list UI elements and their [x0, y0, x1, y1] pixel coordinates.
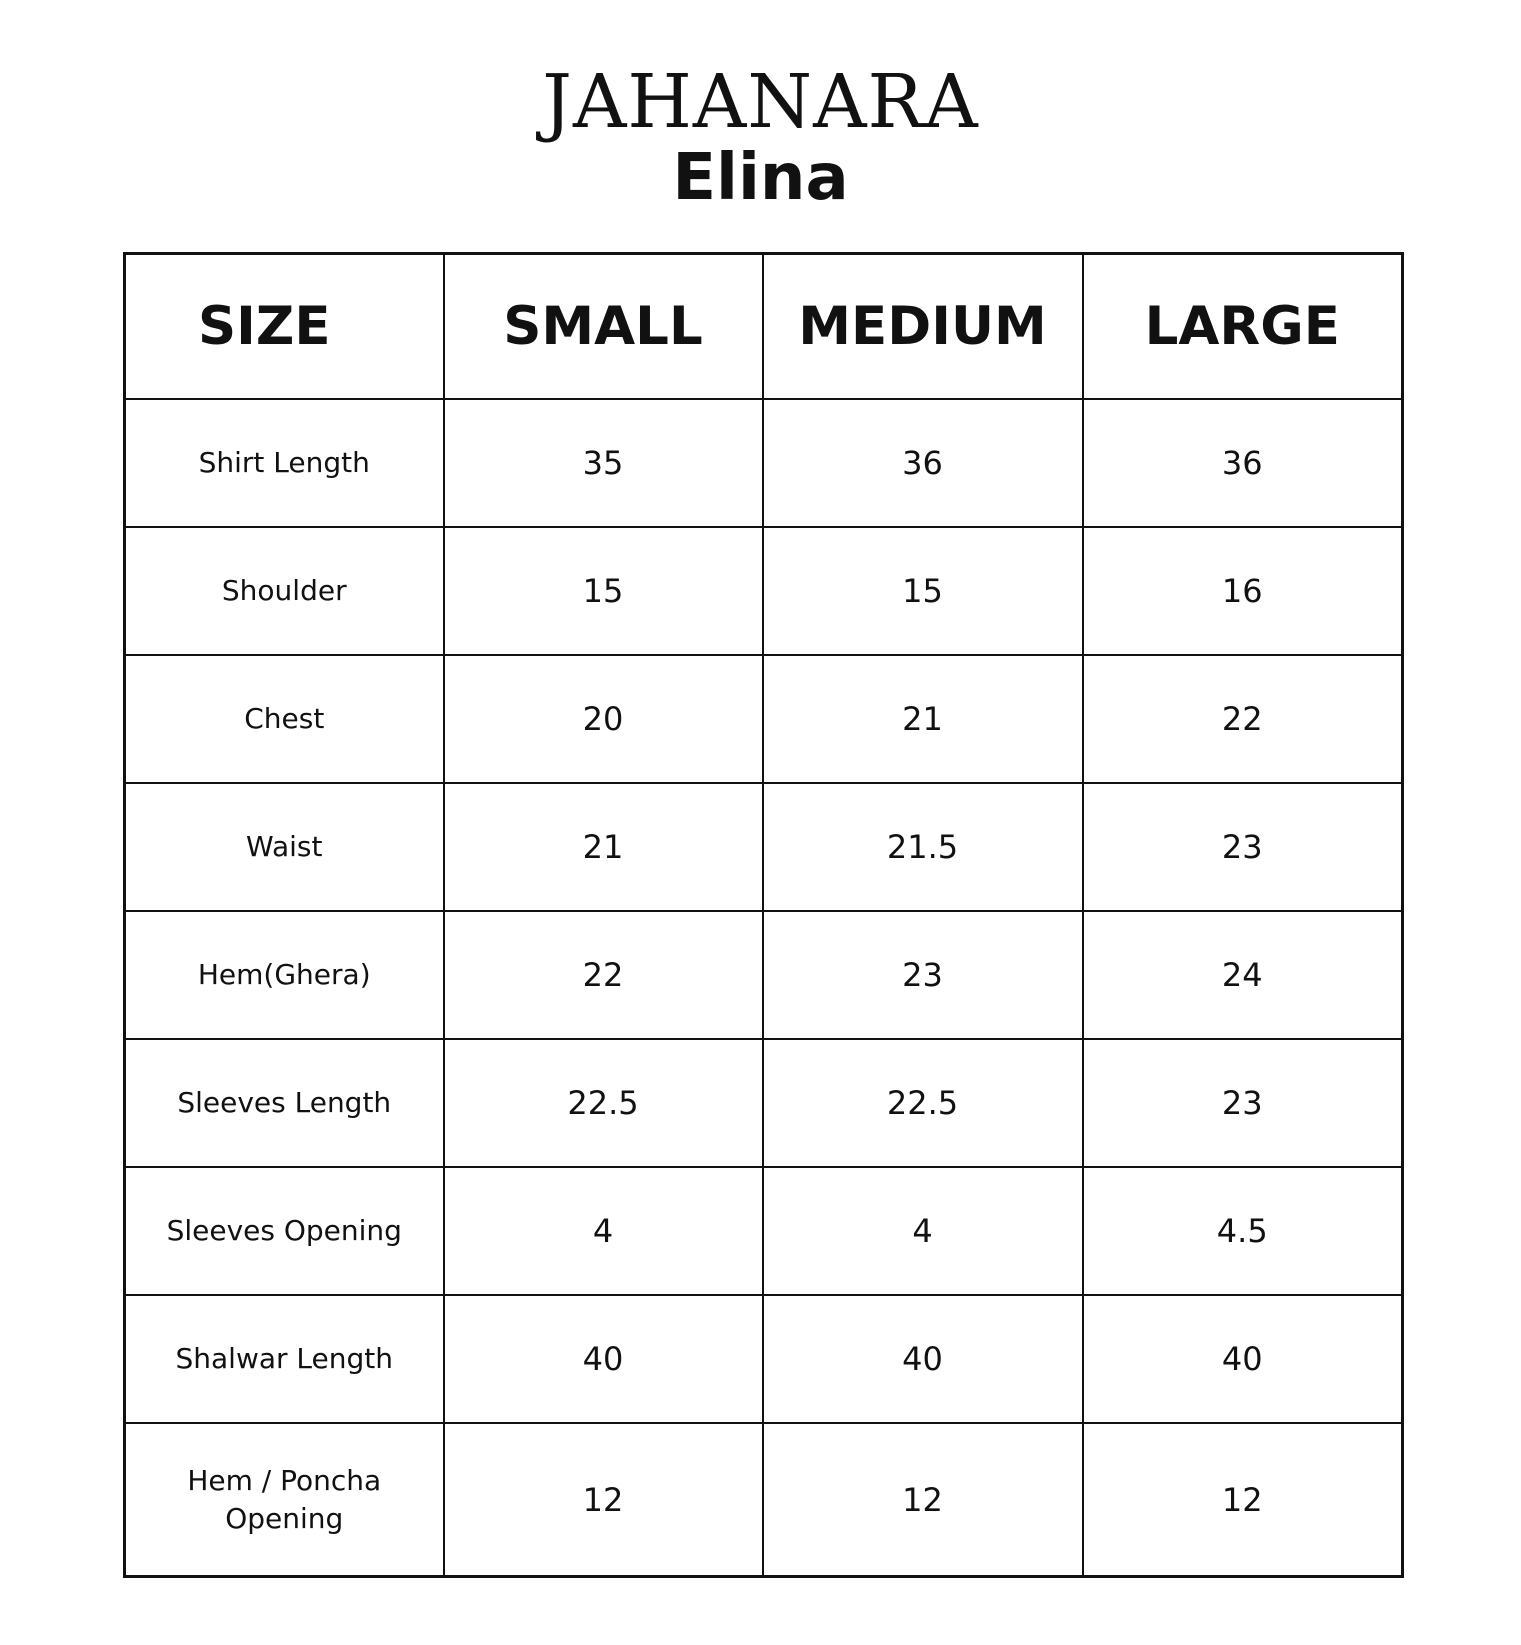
cell-small: 22 — [444, 911, 763, 1039]
table-header-row — [125, 254, 1403, 400]
cell-large: 22 — [1083, 655, 1403, 783]
cell-large: 36 — [1083, 399, 1403, 527]
table-row — [125, 911, 1403, 1039]
table-row — [125, 1423, 1403, 1577]
cell-medium: 4 — [763, 1167, 1083, 1295]
row-label: Hem(Ghera) — [125, 911, 444, 1039]
cell-small: 12 — [444, 1423, 763, 1577]
row-label: Shalwar Length — [125, 1295, 444, 1423]
column-header-small: SMALL — [444, 254, 763, 400]
cell-small: 22.5 — [444, 1039, 763, 1167]
cell-medium: 12 — [763, 1423, 1083, 1577]
cell-large: 23 — [1083, 783, 1403, 911]
cell-large: 16 — [1083, 527, 1403, 655]
row-label: Sleeves Opening — [125, 1167, 444, 1295]
table-row — [125, 1295, 1403, 1423]
product-name: Elina — [672, 141, 849, 215]
column-header-large: LARGE — [1083, 254, 1403, 400]
cell-large: 23 — [1083, 1039, 1403, 1167]
table-row — [125, 783, 1403, 911]
column-header-medium: MEDIUM — [763, 254, 1083, 400]
cell-small: 40 — [444, 1295, 763, 1423]
cell-large: 24 — [1083, 911, 1403, 1039]
cell-medium: 22.5 — [763, 1039, 1083, 1167]
cell-medium: 36 — [763, 399, 1083, 527]
cell-small: 4 — [444, 1167, 763, 1295]
table-row — [125, 527, 1403, 655]
size-chart-table — [123, 252, 1404, 1578]
row-label: Shoulder — [125, 527, 444, 655]
cell-large: 40 — [1083, 1295, 1403, 1423]
row-label: Sleeves Length — [125, 1039, 444, 1167]
table-row — [125, 655, 1403, 783]
cell-large: 4.5 — [1083, 1167, 1403, 1295]
cell-large: 12 — [1083, 1423, 1403, 1577]
cell-small: 35 — [444, 399, 763, 527]
cell-small: 20 — [444, 655, 763, 783]
cell-medium: 40 — [763, 1295, 1083, 1423]
table-row — [125, 399, 1403, 527]
cell-medium: 23 — [763, 911, 1083, 1039]
row-label: Shirt Length — [125, 399, 444, 527]
cell-small: 15 — [444, 527, 763, 655]
cell-medium: 21.5 — [763, 783, 1083, 911]
cell-small: 21 — [444, 783, 763, 911]
brand-logo: JAHANARA — [542, 59, 979, 145]
row-label: Hem / Poncha Opening — [125, 1423, 444, 1577]
row-label: Waist — [125, 783, 444, 911]
table-row — [125, 1167, 1403, 1295]
table-row — [125, 1039, 1403, 1167]
column-header-size: SIZE — [125, 254, 444, 400]
cell-medium: 21 — [763, 655, 1083, 783]
row-label: Chest — [125, 655, 444, 783]
cell-medium: 15 — [763, 527, 1083, 655]
